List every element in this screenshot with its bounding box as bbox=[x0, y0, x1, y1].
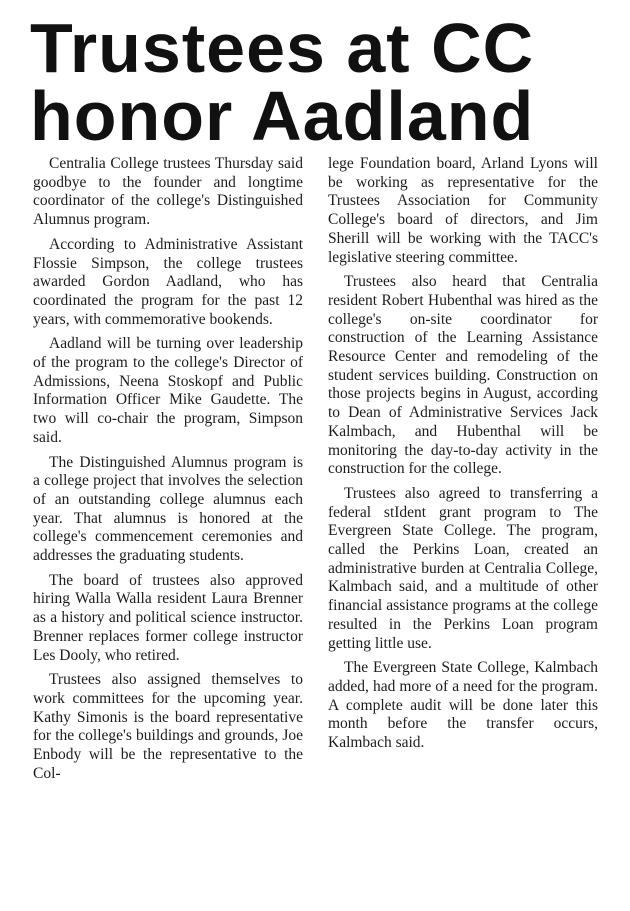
headline-line-2: honor Aadland bbox=[30, 77, 535, 155]
paragraph: Trustees also agreed to transferring a federal stIdent grant program to The Evergreen State College. The program, called the Perkins Loan, created an administrative burden at Centralia College, Kalmbach said, and a multitude of other financial assistance programs at the college resulted in the Perkins Loan program getting little use. bbox=[328, 484, 598, 652]
paragraph: Aadland will be turning over leadership of the program to the college's Director of Admissions, Neena Stoskopf and Public Information Officer Mike Gaudette. The two will co-chair the program, Simpson said. bbox=[33, 335, 303, 446]
paragraph: Trustees also assigned themselves to work committees for the upcoming year. Kathy Simonis is the board representative for the college's buildings and grounds, Joe Enbody will be the representative to the Col- bbox=[33, 671, 303, 782]
right-column bbox=[328, 155, 598, 753]
paragraph-continued: lege Foundation board, Arland Lyons will be working as representative for the Trustees Association for Community College's board of directors, and Jim Sherill will be working with the TACC's legislative steering committee. bbox=[328, 155, 598, 266]
paragraph: The board of trustees also approved hiring Walla Walla resident Laura Brenner as a history and political science instructor. Brenner replaces former college instructor Les Dooly, who retired. bbox=[33, 571, 303, 664]
headline-line-1: Trustees at CC bbox=[30, 9, 535, 87]
paragraph: According to Administrative Assistant Flossie Simpson, the college trustees awarded Gordon Aadland, who has coordinated the program for the past 12 years, with commemorative bookends. bbox=[33, 235, 303, 328]
left-column bbox=[33, 155, 303, 784]
headline bbox=[30, 9, 620, 155]
paragraph: The Evergreen State College, Kalmbach added, had more of a need for the program. A complete audit will be done later this month before the transfer occurs, Kalmbach said. bbox=[328, 659, 598, 752]
paragraph: The Distinguished Alumnus program is a college project that involves the selection of an outstanding college alumnus each year. That alumnus is honored at the college's commencement ceremonies and addresses the graduating students. bbox=[33, 453, 303, 565]
paragraph: Trustees also heard that Centralia resident Robert Hubenthal was hired as the college's on-site coordinator for construction of the Learning Assistance Resource Center and remodeling of the student services building. Construction on those projects begins in August, according to Dean of Administrative Services Jack Kalmbach, and Hubenthal will be monitoring the day-to-day activity in the construction for the college. bbox=[328, 273, 598, 478]
paragraph: Centralia College trustees Thursday said goodbye to the founder and longtime coordinator of the college's Distinguished Alumnus program. bbox=[33, 155, 303, 229]
